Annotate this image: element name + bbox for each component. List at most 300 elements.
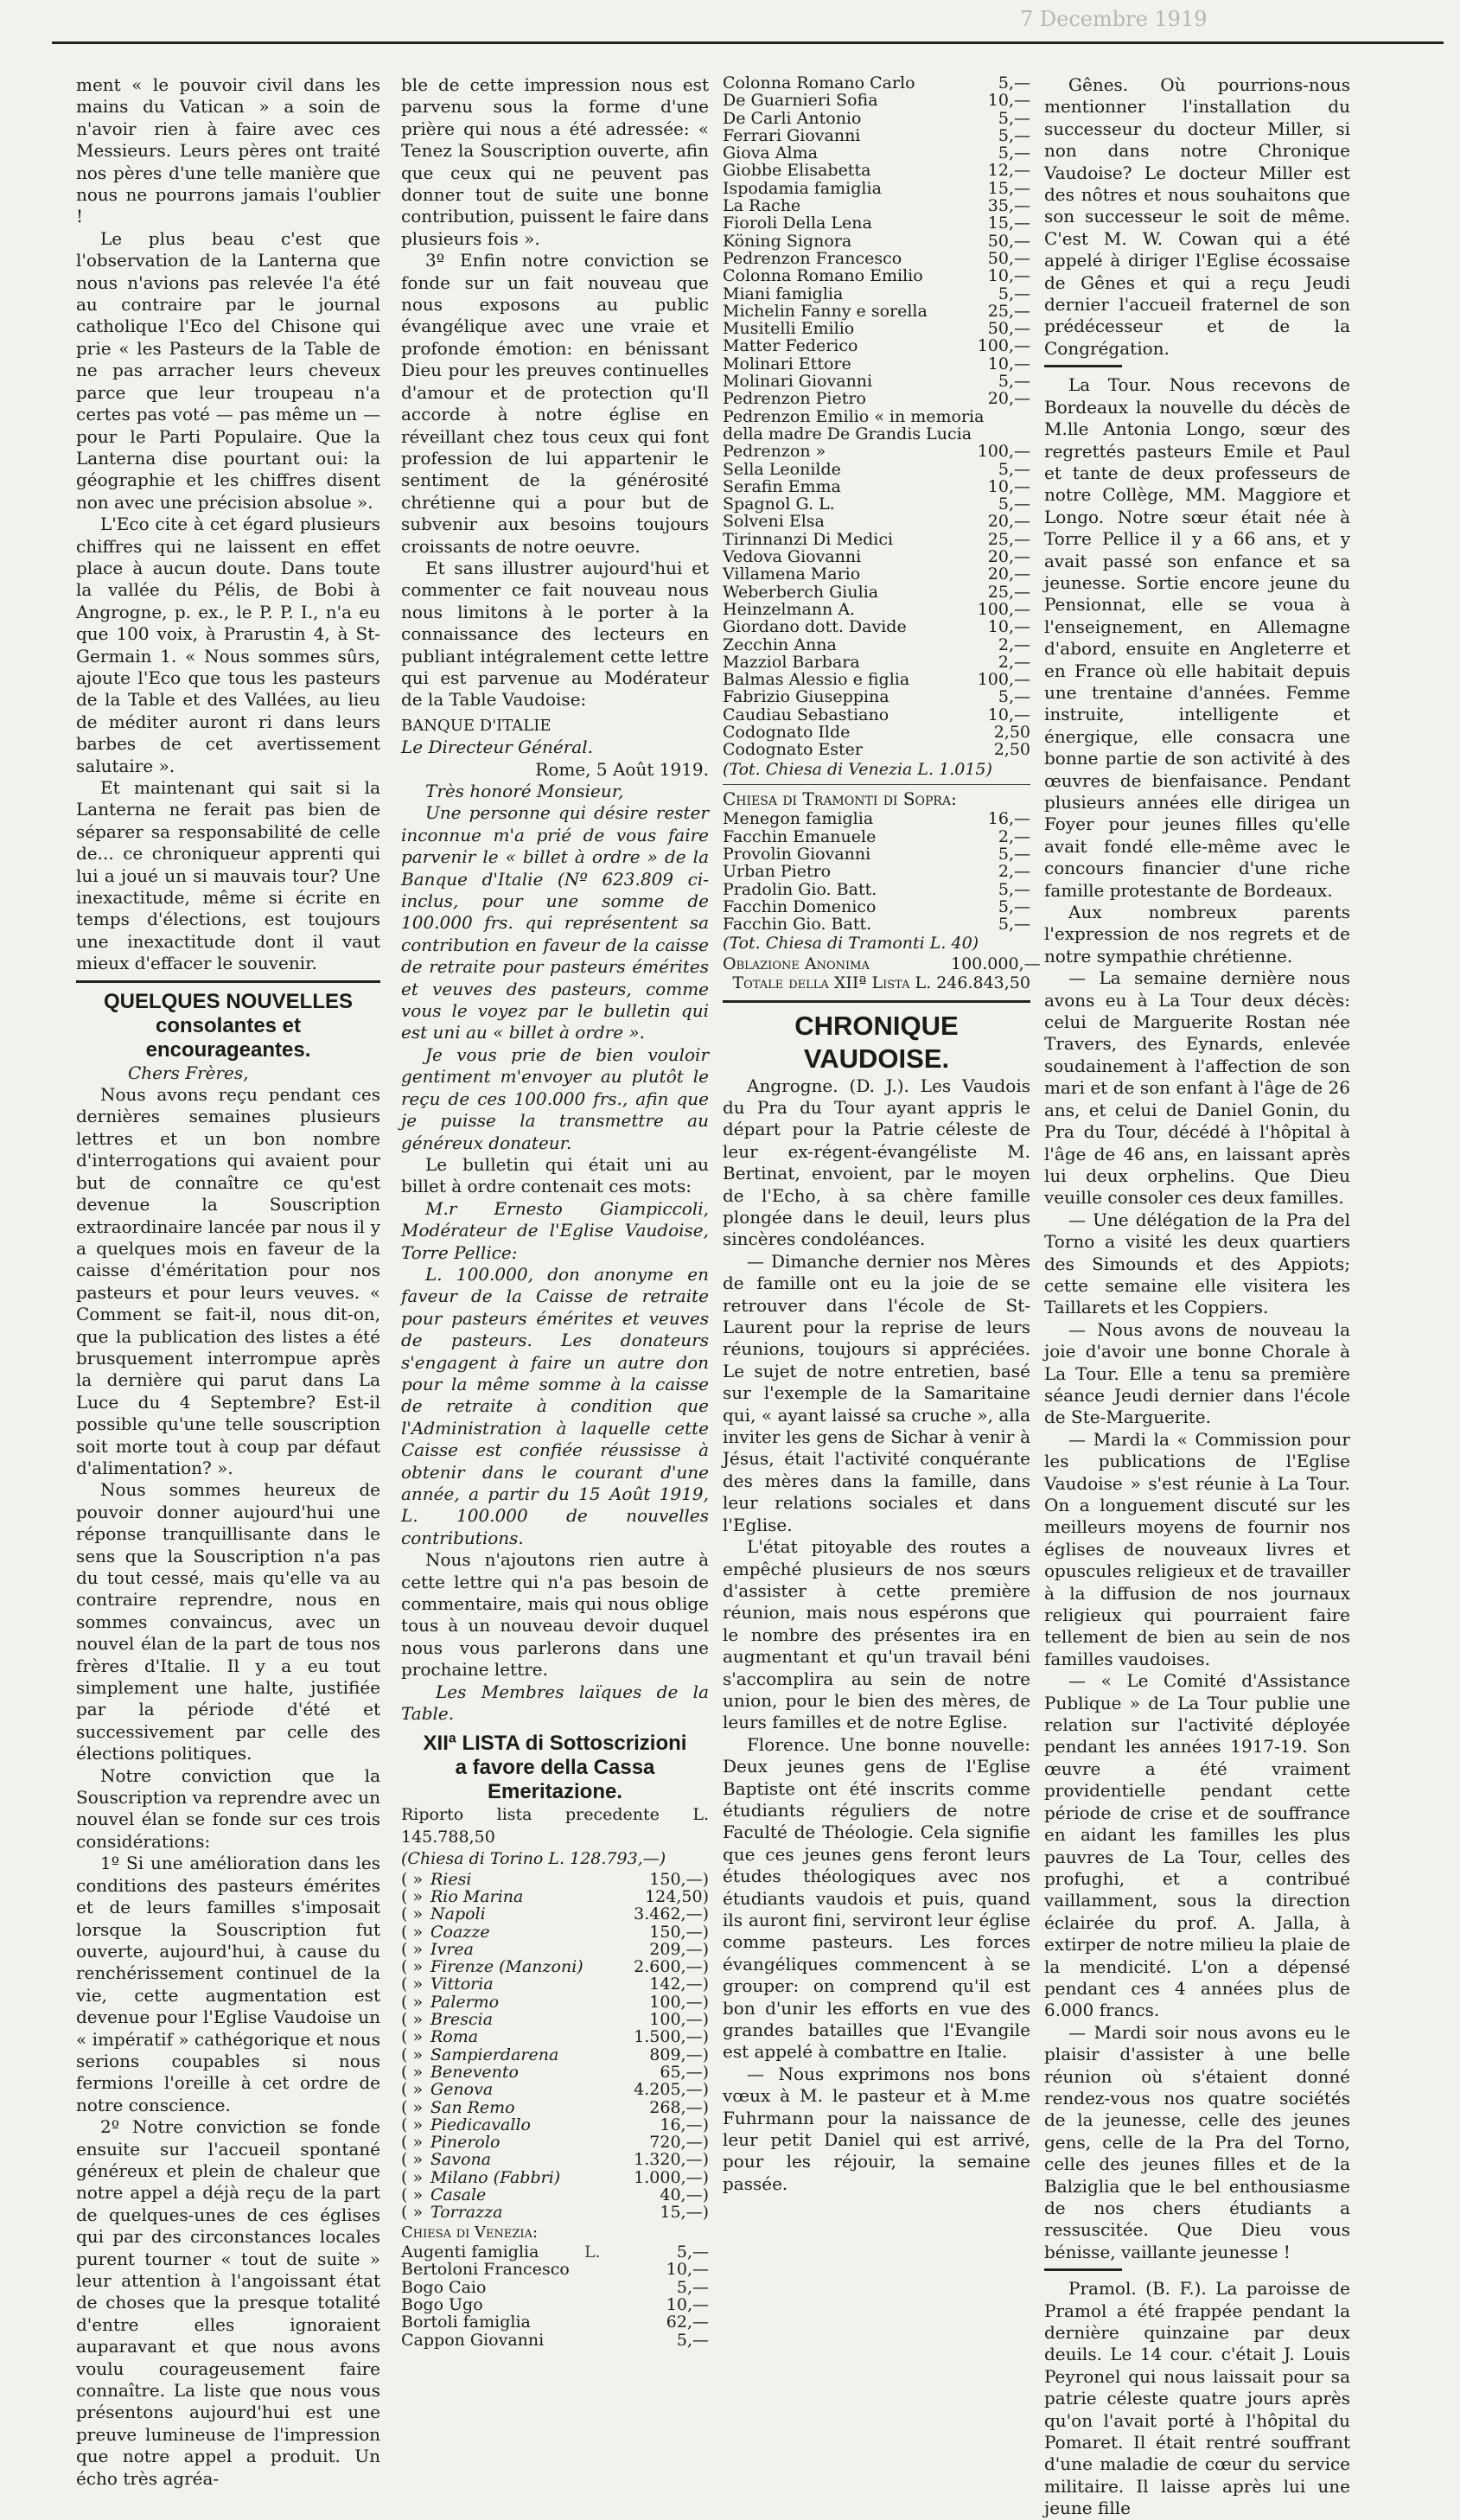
donor-amount: 2,50 <box>993 740 1030 760</box>
donor-name: Bertoloni Francesco <box>401 2260 570 2280</box>
donor-name: Solveni Elsa <box>723 512 825 532</box>
list-item <box>723 320 1030 337</box>
donor-amount: 100.000,— <box>951 954 1041 973</box>
donor-name: Serafin Emma <box>723 476 841 496</box>
church-name: Rio Marina <box>430 1886 524 1906</box>
church-name: Coazze <box>430 1922 490 1942</box>
list-item <box>401 2134 709 2151</box>
church-name: Sampierdarena <box>430 2045 559 2064</box>
list-item <box>723 954 1041 973</box>
church-amount: 150,—) <box>649 1869 709 1889</box>
list-item <box>401 1923 709 1941</box>
donor-amount: 5,— <box>998 108 1030 128</box>
church-amount: 15,—) <box>660 2203 709 2223</box>
list-item <box>723 250 1030 267</box>
donor-name: Codognato Ilde <box>723 722 851 742</box>
paragraph: Le bulletin qui était uni au billet à ordre contenait ces mots: <box>401 1153 709 1197</box>
venezia-total: (Tot. Chiesa di Venezia L. 1.015) <box>723 759 992 779</box>
church-amount: 16,—) <box>660 2115 709 2134</box>
church-name: Pinerolo <box>430 2133 500 2153</box>
donor-amount: 62,— <box>666 2313 709 2332</box>
donor-amount: 15,— <box>987 214 1030 233</box>
paren-marker: ( » <box>401 1975 424 1994</box>
donor-amount: 5,— <box>998 915 1030 935</box>
paragraph: M.r Ernesto Giampiccoli, Modérateur de l'Eglise Vaudoise, Torre Pellice: <box>401 1197 709 1263</box>
donor-name: Provolin Giovanni <box>723 844 871 864</box>
list-item <box>723 74 1030 92</box>
donor-name: De Carli Antonio <box>723 108 862 128</box>
paragraph: — Une délégation de la Pra del Torno a visité les deux quartiers des Simounds et des Appiots; cette semaine elle visitera les Taillarets et les Coppiers. <box>1044 1209 1350 1318</box>
list-item <box>401 1905 709 1923</box>
column-4 <box>1044 74 1350 2519</box>
list-item <box>723 671 1030 688</box>
list-item <box>723 881 1030 898</box>
donor-name: Codognato Ester <box>723 740 864 760</box>
paren-marker: ( » <box>401 1904 424 1924</box>
list-item <box>723 461 1030 478</box>
section-rule <box>723 1000 1030 1003</box>
paragraph: — Dimanche dernier nos Mères de famille ont eu la joie de se retrouver dans l'école de St-Laurent pour la reprise de leurs réunions, toujours si appréciées. Le sujet de notre entretien, basé sur l'exemple de la Samaritaine qui, « ayant laissé sa cruche », alla inviter les gens de Sichar à venir à Jésus, était l'activité conquérante des mères dans la famille, dans leur relations sociales et dans l'Eglise. <box>723 1250 1030 1535</box>
donor-name: Fabrizio Giuseppina <box>723 687 889 707</box>
donor-name: Matter Federico <box>723 336 858 356</box>
list-item <box>723 548 1030 565</box>
donor-name: Zecchin Anna <box>723 635 837 654</box>
donor-name: Ferrari Giovanni <box>723 125 861 145</box>
list-item <box>401 2332 709 2349</box>
donor-name: Sella Leonilde <box>723 459 841 479</box>
venezia-donors-list <box>401 2243 709 2349</box>
donor-amount: 5,— <box>998 144 1030 163</box>
donor-name: Pedrenzon Pietro <box>723 389 866 409</box>
paragraph-latour: La Tour. Nous recevons de Bordeaux la nouvelle du décès de M.lle Antonia Longo, sœur des regrettés pasteurs Emile et Paul et tante de deux professeurs de notre Collège, MM. Maggiore et Longo. Notre sœur était née à Torre Pellice il y a 66 ans, et y avait passé son enfance et sa jeunesse. Sortie encore jeune du Pensionnat, elle se voua à l'enseignement, en Allemagne d'abord, ensuite en Angleterre et en France où elle habitait depuis une trentaine d'années. Femme instruite, intelligente et énergique, elle consacra une bonne partie de son activité à des œuvres de bienfaisance. Pendant plusieurs années elle dirigea un Foyer pour jeunes filles qu'elle avait fondé elle-même avec le concours financier d'une riche famille protestante de Bordeaux. <box>1044 374 1350 901</box>
list-item <box>401 1888 709 1905</box>
paren-marker: ( » <box>401 2027 424 2047</box>
donor-amount: 5,— <box>676 2277 709 2297</box>
list-item <box>401 2186 709 2204</box>
paragraph: Le plus beau c'est que l'observation de la Lanterna que nous n'avions pas relevée l'a été au contraire par le journal catholique l'Eco del Chisone qui prie « les Pasteurs de la Table de ne pas arracher leurs cheveux parce que leur troupeau n'a certes pas voté — pas même un — pour le Parti Populaire. Que la Lanterna dise pourtant oui: la géographie et les chiffres disent non avec une précision absolue ». <box>76 227 380 513</box>
paragraph: Une personne qui désire rester inconnue m'a prié de vous faire parvenir le « billet à ordre » de la Banque d'Italie (Nº 623.809 ci-inclus, pour une somme de 100.000 frs. qui représentent sa contribution en faveur de la caisse de retraite pour pasteurs émérites et veuves des pasteurs, comme vous le voyez par le bulletin qui est uni au « billet à ordre ». <box>401 802 709 1043</box>
list-item <box>401 2261 709 2278</box>
list-item <box>723 408 1030 425</box>
donor-name: Molinari Giovanni <box>723 372 873 392</box>
donor-name: Colonna Romano Emilio <box>723 266 923 286</box>
donor-name: La Rache <box>723 196 801 216</box>
donor-amount: 2,— <box>998 652 1030 672</box>
church-name: Genova <box>430 2080 494 2100</box>
tramonti-heading: Chiesa di Tramonti di Sopra: <box>723 788 957 809</box>
paragraph: 2º Notre conviction se fonde ensuite sur l'accueil spontané généreux et plein de chaleur que notre appel a déjà reçu de la part de quelques-unes de ces églises qui par des circonstances locales purent tourner « tout de suite » leur attention à l'angoissant état de choses que la presque totalité d'entre elles ignoraient auparavant et que nous avons voulu courageusement faire connaître. La liste que nous vous présentons aujourd'hui est une preuve lumineuse de l'impression que notre appel a produit. Un écho très agréa- <box>76 2116 380 2489</box>
list-item <box>401 2151 709 2168</box>
list-item <box>723 828 1030 845</box>
paragraph: 1º Si une amélioration dans les conditions des pasteurs émérites et de leurs familles s'imposait lorsque la Souscription fut ouverte, aujourd'hui, à cause du renchérissement continuel de la vie, cette augmentation est devenue pour l'Eglise Vaudoise un « impératif » cathégorique et nous serions coupables si nous fermions l'oreille à cet ordre de notre conscience. <box>76 1853 380 2115</box>
donor-name: Bortoli famiglia <box>401 2313 531 2332</box>
bank-name: BANQUE D'ITALIE <box>401 716 551 735</box>
donor-amount: 16,— <box>987 809 1030 829</box>
paren-marker: ( » <box>401 2045 424 2064</box>
church-name: Savona <box>430 2150 492 2170</box>
list-item <box>723 584 1030 601</box>
church-amount: 209,—) <box>649 1939 709 1959</box>
donor-amount: 5,— <box>998 879 1030 899</box>
riporto-line: Riporto lista precedente L. 145.788,50 <box>401 1805 709 1847</box>
list-item <box>401 2243 709 2261</box>
donor-name: Miani famiglia <box>723 284 844 303</box>
donor-amount: 5,— <box>998 284 1030 303</box>
donor-name: Spagnol G. L. <box>723 494 835 514</box>
donor-name: Weberberch Giulia <box>723 582 879 602</box>
donor-name: Menegon famiglia <box>723 809 874 829</box>
article-subtitle: consolantes et encourageantes. <box>145 1013 311 1062</box>
list-total: Totale della XIIª Lista L. 246.843,50 <box>732 973 1030 993</box>
list-item <box>723 337 1030 354</box>
section-rule <box>1044 2268 1122 2271</box>
paragraph-angrogne: Angrogne. (D. J.). Les Vaudois du Pra du Tour ayant appris le départ pour la Patrie céleste de leur ex-régent-évangéliste M. Bertinat, envoient, par le moyen de l'Echo, à sa chère famille plongée dans le deuil, leurs plus sincères condoléances. <box>723 1075 1030 1250</box>
section-rule <box>76 980 380 983</box>
column-2 <box>401 74 709 2350</box>
list-item <box>723 355 1030 373</box>
paragraph: Et sans illustrer aujourd'hui et commenter ce fait nouveau nous nous limitons à le porter à la connaissance des lecteurs en publiant intégralement cette lettre qui est parvenue au Modérateur de la Table Vaudoise: <box>401 557 709 711</box>
paren-marker: ( » <box>401 2133 424 2153</box>
donor-amount: 10,— <box>987 705 1030 724</box>
paragraph: ble de cette impression nous est parvenu sous la forme d'une prière qui nous a été adressée: « Tenez la Souscription ouverte, afin que ceux qui ne peuvent pas donner tout de suite une bonne contribution, puissent le faire dans plusieurs fois ». <box>401 74 709 249</box>
church-name: Ivrea <box>430 1939 474 1959</box>
paragraph-genes: Gênes. Où pourrions-nous mentionner l'installation du successeur du docteur Miller, si non dans notre Chronique Vaudoise? Le docteur Miller est des nôtres et nous souhaitons que son successeur le soit de même. C'est M. W. Cowan qui a été appelé à diriger l'Eglise écossaise de Gênes et qui a reçu Jeudi dernier l'accueil fraternel de son prédécesseur et de la Congrégation. <box>1044 74 1350 359</box>
church-name: Piedicavallo <box>430 2115 531 2134</box>
list-item <box>723 898 1030 915</box>
paragraph: Nous avons reçu pendant ces dernières semaines plusieurs lettres et un bon nombre d'interrogations qui avaient pour but de connaître ce qu'est devenue la Souscription extraordinaire lancée par nous il y a quelques mois en faveur de la caisse d'éméritation pour nos pasteurs et pour leurs veuves. « Comment se fait-il, nous dit-on, que la publication des listes a été brusquement interrompue après la dernière qui parut dans La Luce du 4 Septembre? Est-il possible qu'une telle souscription soit morte tout à coup par défaut d'alimentation? ». <box>76 1084 380 1478</box>
list-item <box>723 425 1030 443</box>
donor-name: Caudiau Sebastiano <box>723 705 889 724</box>
list-item <box>401 1941 709 1958</box>
paragraph: — Mardi soir nous avons eu le plaisir d'assister à une belle réunion où s'étaient donné rendez-vous nos quatre sociétés de la jeunesse, celle des jeunes gens, celle de la Pra del Torno, celle des jeunes filles et de la Balziglia que le bel enthousiasme de nos chers étudiants a ressuscitée. Que Dieu vous bénisse, vaillante jeunesse ! <box>1044 2021 1350 2262</box>
list-item <box>401 1975 709 1993</box>
paragraph-pramol: Pramol. (B. F.). La paroisse de Pramol a été frappée pendant la dernière quinzaine par deux deuils. Le 14 cour. c'était J. Louis Peyronel qui nous laissait pour sa patrie céleste quatre jours après qu'on l'avait porté à l'hôpital du Pomaret. Il était rentré souffrant d'une maladie de cœur du service militaire. Il laisse après lui une jeune fille <box>1044 2278 1350 2519</box>
donor-name: Cappon Giovanni <box>401 2330 545 2350</box>
list-item <box>401 1994 709 2011</box>
venezia-heading: Chiesa di Venezia: <box>401 2223 539 2242</box>
list-item <box>723 636 1030 654</box>
torino-line: (Chiesa di Torino L. 128.793,—) <box>401 1849 666 1869</box>
donor-amount: 20,— <box>987 512 1030 532</box>
list-item <box>723 915 1030 933</box>
paragraph: ment « le pouvoir civil dans les mains du Vatican » a soin de n'avoir rien à faire avec ces Messieurs. Leurs pères ont traité nos pères d'une telle manière que nous ne pourrons jamais l'oublier ! <box>76 74 380 227</box>
church-name: Torrazza <box>430 2203 503 2223</box>
donor-amount: 50,— <box>987 248 1030 268</box>
paren-marker: ( » <box>401 1957 424 1977</box>
donor-amount: 5,— <box>998 494 1030 514</box>
donor-amount: 20,— <box>987 547 1030 567</box>
header-rule <box>52 41 1444 44</box>
church-amount: 1.320,—) <box>634 2150 709 2170</box>
paragraph: Et maintenant qui sait si la Lanterna ne ferait pas bien de séparer sa responsabilité de celle de... ce chroniqueur apprenti qui lui a joué un si mauvais tour? Une inexactitude, même si écrite en temps d'élections, est toujours une inexactitude dont il vaut mieux d'effacer le souvenir. <box>76 777 380 974</box>
venezia-donors-list-cont <box>723 74 1030 759</box>
paragraph: Nous n'ajoutons rien autre à cette lettre qui n'a pas besoin de commentaire, mais qui nous oblige tous à un nouveau devoir duquel nous vous parlerons dans une prochaine lettre. <box>401 1549 709 1681</box>
church-amount: 720,—) <box>649 2133 709 2153</box>
donor-amount: 20,— <box>987 389 1030 409</box>
church-name: Palermo <box>430 1992 500 2012</box>
paragraph: — La semaine dernière nous avons eu à La Tour deux décès: celui de Marguerite Rostan née Travers, des Eynards, enlevée soudainement à l'affection de son mari et de son enfant à l'âge de 26 ans, et celui de Daniel Gonin, du Pra du Tour, décédé à l'hôpital à l'âge de 46 ans, en laissant après lui deux orphelins. Que Dieu veuille consoler ces deux familles. <box>1044 967 1350 1209</box>
section-rule <box>1044 365 1122 367</box>
donor-amount: 10,— <box>987 476 1030 496</box>
church-amount: 1.000,—) <box>634 2167 709 2187</box>
tramonti-donors-list <box>723 810 1030 933</box>
donor-amount: 15,— <box>987 178 1030 198</box>
donor-name: Michelin Fanny e sorella <box>723 301 928 321</box>
church-name: Firenze (Manzoni) <box>430 1957 583 1977</box>
church-name: Benevento <box>430 2062 519 2082</box>
church-amount: 100,—) <box>649 1992 709 2012</box>
donor-amount: 5,— <box>676 2330 709 2350</box>
church-amount: 142,—) <box>649 1975 709 1994</box>
donor-name: Colonna Romano Carlo <box>723 73 915 93</box>
list-item <box>401 2081 709 2098</box>
donor-name: Facchin Domenico <box>723 896 877 916</box>
church-name: Milano (Fabbri) <box>430 2167 561 2187</box>
oblazione-row <box>723 954 1041 973</box>
bank-director: Le Directeur Général. <box>401 737 593 758</box>
donor-amount: 100,— <box>977 442 1030 462</box>
church-name: Roma <box>430 2027 479 2047</box>
paren-marker: ( » <box>401 2167 424 2187</box>
donor-amount: 5,— <box>998 896 1030 916</box>
list-item <box>723 845 1030 863</box>
donor-amount: 10,— <box>987 354 1030 373</box>
paren-marker: ( » <box>401 1922 424 1942</box>
paren-marker: ( » <box>401 2203 424 2223</box>
donor-amount: 5,— <box>998 844 1030 864</box>
donor-amount: 100,— <box>977 336 1030 356</box>
paragraph: L'Eco cite à cet égard plusieurs chiffres qui ne laissent en effet place à aucun doute. Dans toute la vallée du Pélis, de Bobi à Angrogne, p. ex., le P. P. I., n'a eu que 100 voix, à Prarustin 4, à St-Germain 1. « Nous sommes sûrs, ajoute l'Eco que tous les pasteurs de la Table et des Vallées, au lieu de méditer auront ri dans leurs barbes de cet avertissement salutaire ». <box>76 514 380 776</box>
tramonti-total: (Tot. Chiesa di Tramonti L. 40) <box>723 934 979 954</box>
paragraph: Je vous prie de bien vouloir gentiment m'envoyer au plutôt le reçu de ces 100.000 frs., afin que je puisse la transmettre au généreux donateur. <box>401 1043 709 1153</box>
paren-marker: ( » <box>401 1886 424 1906</box>
list-item <box>723 565 1030 583</box>
list-item <box>723 214 1030 232</box>
currency-marker: L. <box>584 2242 601 2262</box>
donor-name: Urban Pietro <box>723 862 832 882</box>
donor-amount: 50,— <box>987 231 1030 251</box>
church-amount: 1.500,—) <box>634 2027 709 2047</box>
paragraph: — Mardi la « Commission pour les publications de l'Eglise Vaudoise » s'est réunie à La Tour. On a longuement discuté sur les meilleurs moyens de fournir nos églises de nouveaux livres et opuscules religieux et de travailler à la diffusion de nos journaux religieux qui pourraient faire tellement de bien au sein de nos familles vaudoises. <box>1044 1428 1350 1669</box>
churches-list <box>401 1871 709 2222</box>
letter-greeting: Très honoré Monsieur, <box>425 781 624 801</box>
list-item <box>723 601 1030 618</box>
letter-dateline: Rome, 5 Août 1919. <box>535 758 709 780</box>
donor-name: Mazziol Barbara <box>723 652 860 672</box>
divider <box>723 784 1030 785</box>
church-name: Casale <box>430 2185 487 2205</box>
church-amount: 40,—) <box>660 2185 709 2205</box>
list-item <box>723 495 1030 513</box>
donor-amount: 5,— <box>998 459 1030 479</box>
donor-name: Köning Signora <box>723 231 852 251</box>
donor-amount: 10,— <box>987 266 1030 286</box>
list-item <box>723 863 1030 880</box>
church-name: Riesi <box>430 1869 472 1889</box>
list-item <box>723 618 1030 635</box>
paren-marker: ( » <box>401 2185 424 2205</box>
paragraph: — Nous avons de nouveau la joie d'avoir une bonne Chorale à La Tour. Elle a tenu sa première séance Jeudi dernier dans l'école de Ste-Marguerite. <box>1044 1318 1350 1428</box>
list-item <box>401 1871 709 1888</box>
donor-name: Giova Alma <box>723 144 818 163</box>
donor-amount: 10,— <box>987 91 1030 111</box>
list-item <box>401 2204 709 2221</box>
list-item <box>401 2116 709 2134</box>
paragraph: Nous sommes heureux de pouvoir donner aujourd'hui une réponse tranquillisante dans le sens que la Souscription n'a pas du tout cessé, mais qu'elle va au contraire reprendre, nous en sommes convaincus, avec un nouvel élan de la part de tous nos frères d'Italie. Il y a eu tout simplement une halte, justifiée par la période d'été et successivement par celle des élections politiques. <box>76 1479 380 1764</box>
list-subtitle: a favore della Cassa Emeritazione. <box>455 1756 655 1804</box>
donor-amount: 50,— <box>987 319 1030 339</box>
church-name: Brescia <box>430 2010 494 2030</box>
donor-name: Ispodamia famiglia <box>723 178 882 198</box>
paragraph: L. 100.000, don anonyme en faveur de la Caisse de retraite pour pasteurs émérites et veuves de pasteurs. Les donateurs s'engagent à faire un autre don pour la même somme à la caisse de retraite à condition que l'Administration à laquelle cette Caisse est confiée réussisse à obtenir dans le courant d'une année, a partir du 15 Août 1919, L. 100.000 de nouvelles contributions. <box>401 1263 709 1548</box>
list-item <box>401 2028 709 2045</box>
donor-name: Bogo Caio <box>401 2277 487 2297</box>
paren-marker: ( » <box>401 1869 424 1889</box>
paren-marker: ( » <box>401 2115 424 2134</box>
list-item <box>723 531 1030 548</box>
list-item <box>401 2064 709 2081</box>
church-amount: 809,—) <box>649 2045 709 2064</box>
paragraph: Notre conviction que la Souscription va reprendre avec un nouvel élan se fonde sur ces trois considérations: <box>76 1764 380 1852</box>
list-title: XIIª LISTA di Sottoscrizioni <box>423 1732 687 1756</box>
church-amount: 4.205,—) <box>634 2080 709 2100</box>
donor-name: Heinzelmann A. <box>723 599 856 619</box>
list-item <box>723 373 1030 390</box>
paren-marker: ( » <box>401 1939 424 1959</box>
list-item <box>723 688 1030 705</box>
donor-amount: 10,— <box>987 617 1030 637</box>
chronicle-title: CHRONIQUE VAUDOISE. <box>794 1010 959 1074</box>
church-name: San Remo <box>430 2097 515 2117</box>
list-item <box>723 267 1030 284</box>
donor-amount: 5,— <box>998 125 1030 145</box>
list-item <box>723 197 1030 214</box>
paragraph: Aux nombreux parents l'expression de nos regrets et de notre sympathie chrétienne. <box>1044 902 1350 967</box>
signature: Les Membres laïques de la Table. <box>401 1681 709 1725</box>
church-amount: 150,—) <box>649 1922 709 1942</box>
page-date: 7 Decembre 1919 <box>1020 7 1208 31</box>
donor-amount: 10,— <box>666 2260 709 2280</box>
donor-amount: 5,— <box>998 372 1030 392</box>
donor-amount: 25,— <box>987 529 1030 549</box>
list-item <box>401 2046 709 2064</box>
donor-name: della madre De Grandis Lucia <box>723 424 972 443</box>
list-item <box>723 110 1030 127</box>
donor-amount: 2,50 <box>993 722 1030 742</box>
paragraph-florence: Florence. Une bonne nouvelle: Deux jeunes gens de l'Eglise Baptiste ont été inscrits comme étudiants réguliers de notre Faculté de Théologie. Cela signifie que ces jeunes gens feront leurs études théologiques avec nos étudiants vaudois et puis, quand ils auront fini, serviront leur église comme pasteurs. Les forces évangéliques commencent à se grouper: on comprend qu'il est bon d'unir les efforts en vue des grandes batailles que l'Evangile est appelé à combattre en Italie. <box>723 1733 1030 2063</box>
donor-amount: 2,— <box>998 826 1030 846</box>
paren-marker: ( » <box>401 2010 424 2030</box>
list-item <box>723 390 1030 407</box>
list-item <box>723 741 1030 758</box>
column-1 <box>76 74 380 2489</box>
donor-name: Bogo Ugo <box>401 2294 483 2314</box>
list-item <box>401 2169 709 2186</box>
donor-amount: 5,— <box>998 73 1030 93</box>
list-item <box>723 443 1030 460</box>
list-item <box>723 513 1030 530</box>
church-name: Vittoria <box>430 1975 494 1994</box>
donor-name: Facchin Emanuele <box>723 826 877 846</box>
list-item <box>723 724 1030 741</box>
list-item <box>723 654 1030 671</box>
list-item <box>401 1958 709 1975</box>
donor-name: Pedrenzon Francesco <box>723 248 902 268</box>
paragraph: 3º Enfin notre conviction se fonde sur un fait nouveau que nous exposons au public évangélique avec une vraie et profonde émotion: en bénissant Dieu pour les preuves continuelles d'amour et de protection qu'Il accorde à notre église en réveillant chez tous ceux qui font profession de lui appartenir le sentiment de la générosité chrétienne qui a pour but de subvenir aux besoins toujours croissants de notre oeuvre. <box>401 250 709 557</box>
donor-amount: 10,— <box>666 2294 709 2314</box>
church-amount: 268,—) <box>649 2097 709 2117</box>
donor-amount: 12,— <box>987 161 1030 181</box>
paragraph: — « Le Comité d'Assistance Publique » de La Tour publie une relation sur l'activité déployée pendant les années 1917-19. Son œuvre a été vraiment providentielle pendant cette période de crise et de souffrance en aidant les familles les plus pauvres de La Tour, celles des profughi, et a contribué vaillamment, sous la direction éclairée du prof. A. Jalla, à extirper de notre milieu la plaie de la mendicité. L'on a dépensé pendant ces 4 années plus de 6.000 francs. <box>1044 1670 1350 2021</box>
donor-name: Facchin Gio. Batt. <box>723 915 872 935</box>
list-item <box>723 180 1030 197</box>
church-amount: 124,50) <box>645 1886 709 1906</box>
donor-amount: 5,— <box>676 2242 709 2262</box>
list-item <box>723 478 1030 495</box>
church-amount: 3.462,—) <box>634 1904 709 1924</box>
donor-amount: 20,— <box>987 565 1030 584</box>
donor-name: Fioroli Della Lena <box>723 214 872 233</box>
paragraph: — Nous exprimons nos bons vœux à M. le pasteur et à M.me Fuhrmann pour la naissance de leur petit Daniel qui est arrivé, pour les réjouir, la semaine passée. <box>723 2063 1030 2194</box>
column-3 <box>723 73 1041 2194</box>
list-item <box>723 162 1030 179</box>
church-amount: 100,—) <box>649 2010 709 2030</box>
donor-name: Giordano dott. Davide <box>723 617 907 637</box>
paren-marker: ( » <box>401 2097 424 2117</box>
paragraph: L'état pitoyable des routes a empêché plusieurs de nos sœurs d'assister à cette première réunion, mais nous espérons que le nombre des présentes ira en augmentant et qu'un travail béni s'accomplira au sein de notre union, pour le bien des mères, de leurs familles et de notre Eglise. <box>723 1536 1030 1733</box>
list-item <box>401 2313 709 2331</box>
list-item <box>723 144 1030 162</box>
donor-amount: 25,— <box>987 582 1030 602</box>
donor-name: Vedova Giovanni <box>723 547 862 567</box>
church-name: Napoli <box>430 1904 486 1924</box>
list-item <box>723 92 1030 109</box>
donor-amount: 100,— <box>977 670 1030 690</box>
donor-name: De Guarnieri Sofia <box>723 91 878 111</box>
donor-name: Pedrenzon » <box>723 442 826 462</box>
list-item <box>401 2011 709 2028</box>
church-amount: 65,—) <box>660 2062 709 2082</box>
donor-name: Giobbe Elisabetta <box>723 161 871 181</box>
donor-name: Pedrenzon Emilio « in memoria <box>723 406 985 426</box>
list-item <box>723 285 1030 303</box>
donor-amount: 2,— <box>998 862 1030 882</box>
church-amount: 2.600,—) <box>634 1957 709 1977</box>
donor-name: Augenti famiglia <box>401 2242 539 2262</box>
donor-name: Tirinnanzi Di Medici <box>723 529 894 549</box>
donor-amount: 25,— <box>987 301 1030 321</box>
donor-amount: 5,— <box>998 687 1030 707</box>
list-item <box>723 810 1030 827</box>
donor-amount: 35,— <box>987 196 1030 216</box>
list-item <box>401 2099 709 2116</box>
donor-name: Balmas Alessio e figlia <box>723 670 910 690</box>
paren-marker: ( » <box>401 2062 424 2082</box>
donor-name: Molinari Ettore <box>723 354 851 373</box>
list-item <box>723 127 1030 144</box>
salutation: Chers Frères, <box>128 1062 249 1083</box>
paren-marker: ( » <box>401 2080 424 2100</box>
list-item <box>723 233 1030 250</box>
donor-amount: 2,— <box>998 635 1030 654</box>
list-item <box>401 2279 709 2296</box>
paren-marker: ( » <box>401 1992 424 2012</box>
donor-name: Oblazione Anonima <box>723 954 870 973</box>
donor-name: Villamena Mario <box>723 565 861 584</box>
donor-name: Musitelli Emilio <box>723 319 855 339</box>
donor-name: Pradolin Gio. Batt. <box>723 879 877 899</box>
paren-marker: ( » <box>401 2150 424 2170</box>
